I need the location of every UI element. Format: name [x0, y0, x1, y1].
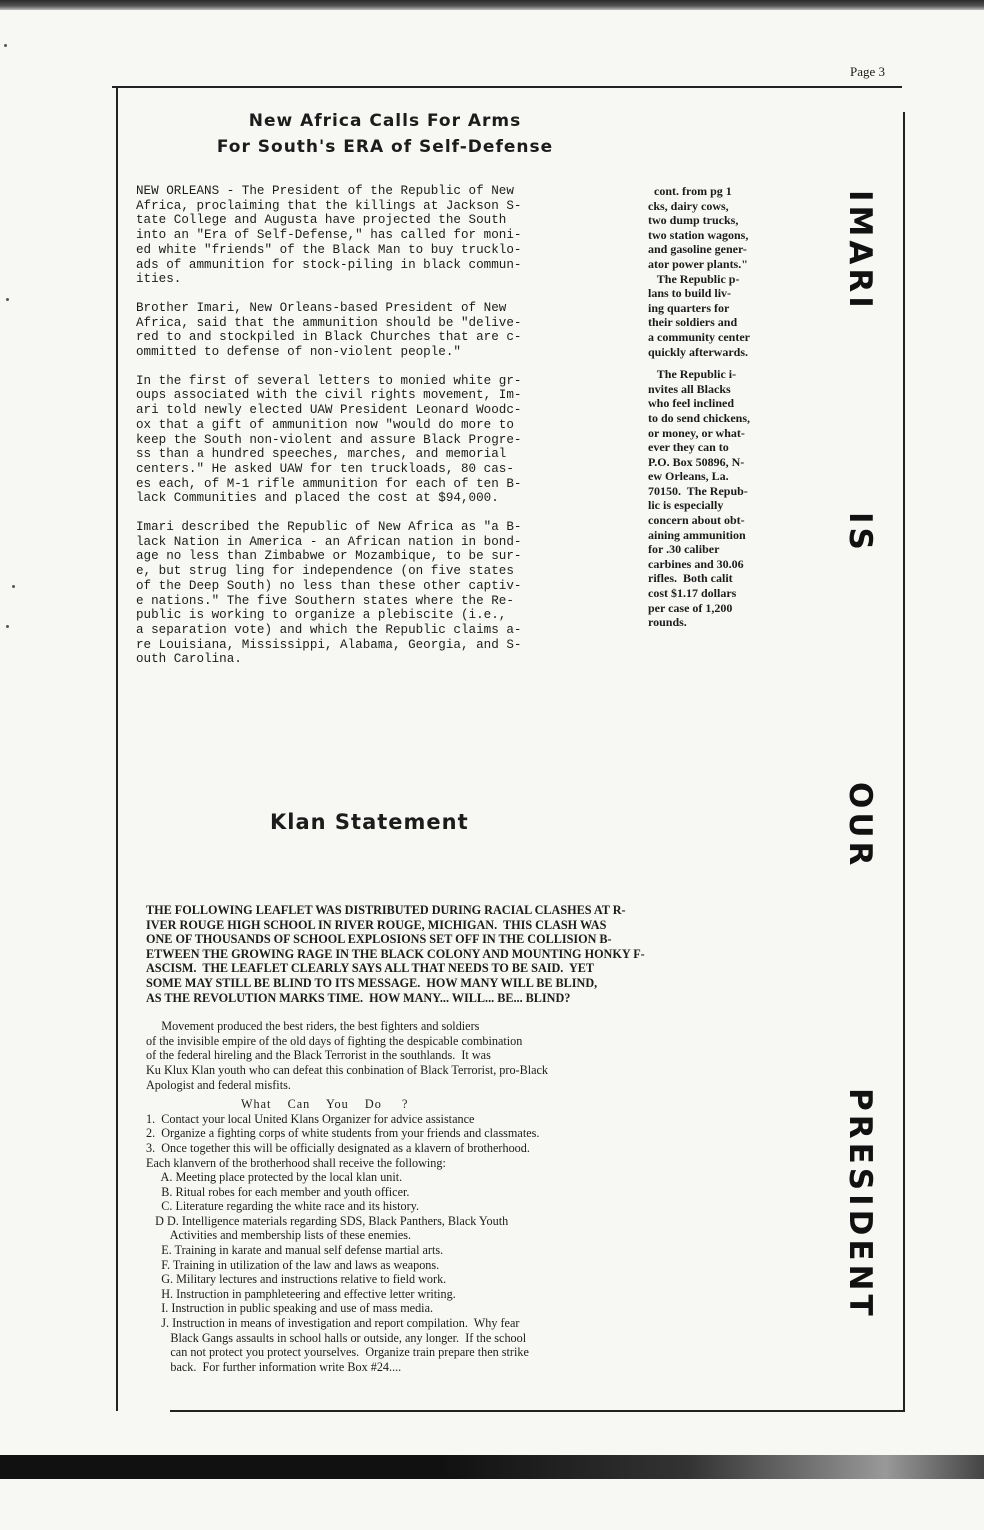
vertical-banner-word: IS	[842, 512, 878, 554]
vertical-banner-word: OUR	[842, 782, 878, 870]
scan-bottom-edge	[0, 1455, 984, 1479]
scan-speck	[12, 585, 15, 588]
article1-paragraph: NEW ORLEANS - The President of the Republic of New Africa, proclaiming that the killings at Jackson S- tate College and Augusta have projected the South into an "Era of Self-Defense," has called for moni- ed white "friends" of the Black Man to buy trucklo- ads of ammunition for stock-piling in black commun- ities.	[136, 184, 522, 287]
article1-headline	[150, 108, 620, 160]
vertical-banner-word: PRESIDENT	[842, 1088, 878, 1320]
leaflet-intro: THE FOLLOWING LEAFLET WAS DISTRIBUTED DURING RACIAL CLASHES AT R- IVER ROUGE HIGH SCHOOL IN RIVER ROUGE, MICHIGAN. THIS CLASH WAS ONE OF THOUSANDS OF SCHOOL EXPLOSIONS SET OFF IN THE COLLISION B- ETWEEN THE GROWING RAGE IN THE BLACK COLONY AND MOUNTING HONKY F- ASCISM. THE LEAFLET CLEARLY SAYS ALL THAT NEEDS TO BE SAID. YET SOME MAY STILL BE BLIND TO ITS MESSAGE. HOW MANY WILL BE BLIND, AS THE REVOLUTION MARKS TIME. HOW MANY... WILL... BE... BLIND?	[146, 903, 645, 1005]
scan-speck	[4, 44, 7, 47]
frame-rule-left	[116, 86, 118, 1411]
article2-headline: Klan Statement	[270, 810, 469, 834]
article2-body	[146, 903, 746, 1374]
leaflet-paragraph: Movement produced the best riders, the best fighters and soldiers of the invisible empire of the old days of fighting the despicable combination of the federal hireling and the Black Terrorist in the southlands. It was Ku Klux Klan youth who can defeat this conbination of Black Terrorist, pro-Black Apologist and federal misfits.	[146, 1019, 549, 1092]
headline-line-2: For South's ERA of Self-Defense	[216, 137, 554, 157]
continued-column	[648, 184, 800, 638]
article1-paragraph: Brother Imari, New Orleans-based President of New Africa, said that the ammunition should be "delive- red to and stockpiled in Black Churches that are c- ommitted to defense of non-violent people."	[136, 300, 522, 360]
frame-rule-right	[903, 112, 905, 1412]
frame-rule-top	[112, 86, 902, 88]
article1-body	[136, 184, 606, 681]
leaflet-question: What Can You Do ?	[241, 1097, 409, 1112]
scan-speck	[6, 298, 9, 301]
frame-rule-bottom	[170, 1410, 905, 1412]
continued-paragraph: cont. from pg 1 cks, dairy cows, two dump trucks, two station wagons, and gasoline gener- ator power plants." The Republic p- lans to build liv- ing quarters for their soldiers and a community center quickly afterwards.	[648, 184, 750, 359]
leaflet-list: 1. Contact your local United Klans Organizer for advice assistance 2. Organize a fighting corps of white students from your friends and classmates. 3. Once together this will be officially designated as a klavern of brotherhood. Each klanvern of the brotherhood shall receive the following: A. Meeting place protected by the local klan unit. B. Ritual robes for each member and youth officer. C. Literature regarding the white race and its history. D D. Intelligence materials regarding SDS, Black Panthers, Black Youth Activities and membership lists of these enemies. E. Training in karate and manual self defense martial arts. F. Training in utilization of the law and laws as weapons. G. Military lectures and instructions relative to field work. H. Instruction in pamphleteering and effective letter writing. I. Instruction in public speaking and use of mass media. J. Instruction in means of investigation and report compilation. Why fear Black Gangs assaults in school halls or outside, any longer. If the school can not protect you protect yourselves. Organize train prepare then strike back. For further information write Box #24....	[146, 1111, 540, 1374]
vertical-banner-word: IMARI	[842, 190, 878, 312]
article1-paragraph: Imari described the Republic of New Africa as "a B- lack Nation in America - an African nation in bond- age no less than Zimbabwe or Mozambique, to be sur- e, but strug ling for independence (on five states of the Deep South) no less than these other captiv- e nations." The five Southern states where the Re- public is working to organize a plebiscite (i.e., a separation vote) and which the Republic claims a- re Louisiana, Mississippi, Alabama, Georgia, and S- outh Carolina.	[136, 520, 522, 667]
page-number: Page 3	[850, 64, 886, 79]
scan-top-edge	[0, 0, 984, 10]
headline-line-1: New Africa Calls For Arms	[248, 111, 522, 131]
article1-paragraph: In the first of several letters to monied white gr- oups associated with the civil rights movement, Im- ari told newly elected UAW President Leonard Woodc- ox that a gift of ammunition now "would do more to keep the South non-violent and assure Black Progre- ss than a hundred speeches, marches, and memorial centers." He asked UAW for ten truckloads, 80 cas- es each, of M-1 rifle ammunition for each of ten B- lack Communities and placed the cost at $94,000.	[136, 373, 522, 506]
scan-speck	[6, 625, 9, 628]
continued-paragraph: The Republic i- nvites all Blacks who feel inclined to do send chickens, or money, or what- ever they can to P.O. Box 50896, N- ew Orleans, La. 70150. The Repub- lic is especially concern about obt- aining ammunition for .30 caliber carbines and 30.06 rifles. Both calit cost $1.17 dollars per case of 1,200 rounds.	[648, 367, 751, 630]
